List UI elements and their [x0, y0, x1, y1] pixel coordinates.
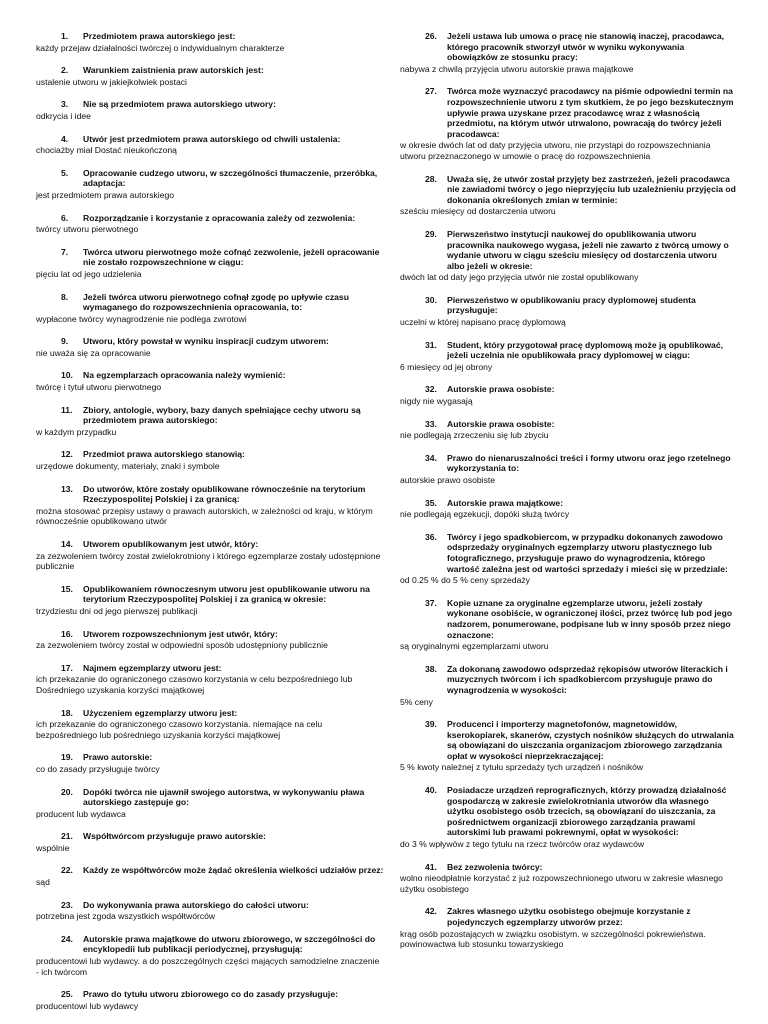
question-number: 23. [61, 899, 73, 910]
question-item [36, 539, 384, 572]
question-label: Kopie uznane za oryginalne egzemplarze utworu, jeżeli zostały wykonane osobiście, w ograniczonej ilości, przez twórcę lub pod jego nadzorem, ponumerowane, podpisane lub w inny sposób przez niego oznaczone: [447, 597, 733, 640]
question-item [400, 229, 736, 283]
question-text [36, 752, 384, 763]
question-number: 11. [61, 404, 73, 415]
answer-text: w każdym przypadku [36, 426, 117, 437]
question-label: Utworu, który powstał w wyniku inspiracji cudzym utworem: [83, 336, 329, 347]
question-item [36, 584, 384, 617]
question-item [400, 664, 736, 707]
question-text [400, 598, 736, 640]
answer-text: co do zasady przysługuje twórcy [36, 763, 160, 774]
question-text [36, 989, 384, 1000]
question-item [36, 405, 384, 438]
question-label: Producenci i importerzy magnetofonów, magnetowidów, kserokopiarek, skanerów, czystych nośników służących do utrwalania są obowiązani do uiszczania organizacjom zbiorowego zarządzania opłat w wysokości nieprzekraczającej: [447, 719, 734, 761]
question-text [36, 663, 384, 674]
question-number: 19. [61, 752, 73, 763]
question-number: 30. [425, 294, 437, 305]
question-label: Prawo autorskie: [83, 752, 153, 763]
question-text [36, 247, 384, 268]
answer-text: wypłacone twórcy wynagrodzenie nie podlega zwrotowi [36, 313, 247, 324]
answer-text: od 0.25 % do 5 % ceny sprzedaży [400, 575, 530, 586]
question-text [400, 719, 736, 761]
answer-text: nie podlegają egzekucji, dopóki służą twórcy [400, 509, 570, 520]
question-number: 24. [61, 933, 73, 944]
question-number: 36. [425, 531, 437, 542]
question-label: Twórca może wyznaczyć pracodawcy na piśmie odpowiedni termin na rozpowszechnienie utworu z tym skutkiem, że po jego bezskutecznym upływie prawa uzyskane przez pracodawcę wraz z własnością przedmiotu, na którym utwór utrwalono, powracają do twórcy jeżeli pracodawca: [447, 86, 734, 139]
answer-text: wolno nieodpłatnie korzystać z już rozpowszechnionego utworu w zakresie własnego użytku osobistego [400, 873, 723, 894]
question-item [400, 719, 736, 773]
left-column [36, 31, 384, 1023]
question-text [36, 787, 384, 808]
question-text [400, 295, 736, 316]
question-text [36, 865, 384, 876]
question-item [400, 419, 736, 441]
question-number: 7. [61, 246, 69, 257]
answer-text: można stosować przepisy ustawy o prawach autorskich, w zależności od kraju, w którym równocześnie opublikowano utwór [36, 505, 373, 527]
question-text [36, 405, 384, 426]
question-text [36, 336, 384, 347]
question-label: Utwór jest przedmiotem prawa autorskiego od chwili ustalenia: [83, 133, 341, 144]
question-number: 41. [425, 861, 437, 872]
right-column [400, 31, 736, 962]
question-label: Twórca utworu pierwotnego może cofnąć zezwolenie, jeżeli opracowanie nie zostało rozpowszechnione w ciągu: [83, 246, 380, 268]
question-text [36, 168, 384, 189]
question-text [36, 65, 384, 76]
question-number: 22. [61, 865, 73, 876]
question-number: 31. [425, 339, 437, 350]
question-text [400, 340, 736, 361]
question-text [36, 900, 384, 911]
question-number: 17. [61, 662, 73, 673]
question-text [400, 862, 736, 873]
question-number: 9. [61, 336, 69, 347]
question-text [36, 213, 384, 224]
question-text [400, 31, 736, 63]
question-item [400, 453, 736, 486]
answer-text: autorskie prawo osobiste [400, 475, 496, 485]
question-item [400, 174, 736, 217]
question-text [400, 174, 736, 206]
question-label: Najmem egzemplarzy utworu jest: [83, 662, 222, 673]
answer-text: za zezwoleniem twórcy został zwielokrotniony i którego egzemplarze zostały udostępnione publicznie [36, 550, 381, 572]
question-text [36, 831, 384, 842]
question-number: 4. [61, 133, 69, 144]
question-label: Rozporządzanie i korzystanie z opracowania zależy od zezwolenia: [83, 212, 356, 223]
question-label: Autorskie prawa majątkowe: [447, 497, 564, 508]
answer-text: sąd [36, 877, 50, 888]
question-label: Autorskie prawa majątkowe do utworu zbiorowego, w szczególności do encyklopedii lub publikacji periodycznej, przysługują: [83, 933, 376, 955]
question-item [400, 86, 736, 161]
question-label: Warunkiem zaistnienia praw autorskich jest: [83, 65, 264, 76]
question-label: Utworem rozpowszechnionym jest utwór, który: [83, 628, 278, 639]
question-text [36, 708, 384, 719]
question-text [400, 384, 736, 395]
answer-text: jest przedmiotem prawa autorskiego [36, 189, 175, 200]
answer-text: dwóch lat od daty jego przyjęcia utwór nie został opublikowany [400, 272, 639, 283]
question-label: Przedmiot prawa autorskiego stanowią: [83, 449, 245, 460]
question-item [36, 831, 384, 853]
answer-text: krąg osób pozostających w związku osobistym. w szczególności pokrewieństwa. powinowactwa lub stosunku towarzyskiego [400, 928, 706, 950]
question-item [36, 168, 384, 201]
question-text [36, 134, 384, 145]
question-text [36, 99, 384, 110]
question-label: Użyczeniem egzemplarzy utworu jest: [83, 707, 238, 718]
question-number: 38. [425, 663, 437, 674]
answer-text: uczelni w której napisano pracę dyplomową [400, 317, 566, 328]
question-text [400, 229, 736, 271]
question-item [400, 532, 736, 586]
answer-text: 5 % kwoty należnej z tytułu sprzedaży tych urządzeń i nośników [400, 762, 644, 773]
question-number: 28. [425, 173, 437, 184]
question-item [36, 449, 384, 471]
question-number: 12. [61, 449, 73, 460]
question-item [400, 785, 736, 850]
question-item [36, 752, 384, 774]
answer-text: nigdy nie wygasają [400, 396, 473, 407]
answer-text: sześciu miesięcy od dostarczenia utworu [400, 206, 556, 217]
question-item [36, 292, 384, 325]
question-label: Uważa się, że utwór został przyjęty bez zastrzeżeń, jeżeli pracodawca nie zawiadomi twórcy o jego nieprzyjęciu lub uzależnieniu przyjęcia od dokonania określonych zmian w terminie: [447, 173, 736, 205]
question-label: Za dokonaną zawodowo odsprzedaż rękopisów utworów literackich i muzycznych twórcom i ich spadkobiercom przysługuje prawo do wynagrodzenia w wysokości: [447, 663, 728, 695]
question-number: 33. [425, 418, 437, 429]
question-number: 1. [61, 31, 69, 41]
question-item [36, 370, 384, 392]
question-item [400, 295, 736, 328]
question-label: Utworem opublikowanym jest utwór, który: [83, 539, 259, 549]
answer-text: potrzebna jest zgoda wszystkich współtwórców [36, 911, 216, 922]
question-text [36, 539, 384, 550]
question-item [36, 989, 384, 1011]
answer-text: do 3 % wpływów z tego tytułu na rzecz twórców oraz wydawców [400, 839, 645, 850]
answer-text: urzędowe dokumenty, materiały, znaki i symbole [36, 461, 220, 472]
answer-text: producentowi lub wydawcy. a do poszczególnych części mających samodzielne znaczenie - ich twórcom [36, 956, 380, 977]
question-number: 18. [61, 707, 73, 718]
question-text [400, 86, 736, 139]
question-label: Pierwszeństwo instytucji naukowej do opublikowania utworu pracownika naukowego wygasa, jeżeli nie zawarto z twórcą umowy o wydanie utworu w ciągu sześciu miesięcy od dostarczenia utworu albo jeżeli w okresie: [447, 228, 729, 271]
question-number: 5. [61, 167, 69, 178]
question-label: Student, który przygotował pracę dyplomową może ją opublikować, jeżeli uczelnia nie opublikowała pracy dyplomowej w ciągu: [447, 339, 723, 361]
answer-text: producent lub wydawca [36, 808, 126, 819]
answer-text: wspólnie [36, 842, 70, 853]
question-number: 13. [61, 483, 73, 494]
question-number: 14. [61, 539, 73, 549]
question-label: Twórcy i jego spadkobiercom, w przypadku dokonanych zawodowo odsprzedaży oryginalnych egzemplarzy utworu plastycznego lub fotograficznego, przysługuje prawo do wynagrodzenia, którego wartość zależna jest od wartości sprzedaży i mieści się w przedziale: [447, 531, 728, 574]
question-number: 25. [61, 989, 73, 1000]
question-item [36, 65, 384, 87]
question-item [36, 934, 384, 977]
question-text [36, 31, 384, 42]
question-text [36, 292, 384, 313]
question-text [400, 664, 736, 696]
question-item [400, 598, 736, 652]
question-number: 40. [425, 785, 437, 796]
question-text [36, 584, 384, 605]
question-number: 6. [61, 212, 69, 223]
question-item [36, 787, 384, 820]
question-item [36, 663, 384, 696]
question-label: Autorskie prawa osobiste: [447, 384, 555, 395]
question-label: Dopóki twórca nie ujawnił swojego autorstwa, w wykonywaniu pława autorskiego zastępuje go: [83, 786, 365, 808]
question-number: 27. [425, 86, 437, 97]
answer-text: producentowi lub wydawcy [36, 1000, 139, 1011]
answer-text: twórcy utworu pierwotnego [36, 224, 139, 235]
question-number: 16. [61, 628, 73, 639]
question-label: Opracowanie cudzego utworu, w szczególności tłumaczenie, przeróbka, adaptacja: [83, 167, 378, 189]
question-item [36, 247, 384, 280]
question-text [36, 370, 384, 381]
answer-text: nie podlegają zrzeczeniu się lub zbyciu [400, 430, 549, 441]
question-number: 29. [425, 228, 437, 239]
question-number: 34. [425, 452, 437, 463]
question-item [400, 31, 736, 74]
answer-text: nabywa z chwilą przyjęcia utworu autorskie prawa majątkowe [400, 63, 634, 74]
answer-text: w okresie dwóch lat od daty przyjęcia utworu, nie przystąpi do rozpowszechniania utworu przeznaczonego w umowie o pracę do rozpowszechnienia [400, 140, 711, 161]
question-label: Nie są przedmiotem prawa autorskiego utwory: [83, 99, 276, 110]
question-label: Prawo do tytułu utworu zbiorowego co do zasady przysługuje: [83, 989, 338, 1000]
question-text [36, 449, 384, 460]
answer-text: 5% ceny [400, 696, 433, 707]
question-number: 3. [61, 99, 69, 110]
question-item [36, 336, 384, 358]
question-label: Bez zezwolenia twórcy: [447, 861, 543, 872]
question-text [400, 419, 736, 430]
question-number: 20. [61, 786, 73, 797]
question-item [400, 340, 736, 373]
question-label: Współtwórcom przysługuje prawo autorskie: [83, 831, 266, 842]
question-item [36, 484, 384, 527]
question-number: 10. [61, 370, 73, 381]
question-item [400, 498, 736, 520]
question-number: 8. [61, 291, 69, 302]
question-item [36, 629, 384, 651]
question-label: Posiadacze urządzeń reprograficznych, którzy prowadzą działalność gospodarczą w zakresie zwielokrotniania utworów dla własnego użytku osobistego osób trzecich, są obowiązani do uiszczania, za pośrednictwem organizacji zbiorowego zarządzania prawami autorskimi lub prawami pokrewnymi, opłat w wysokości: [447, 785, 727, 838]
answer-text: twórcę i tytuł utworu pierwotnego [36, 382, 162, 393]
question-label: Jeżeli twórca utworu pierwotnego cofnął zgodę po upływie czasu wymaganego do rozpowszechnienia opracowania, to: [83, 291, 349, 313]
question-item [36, 31, 384, 53]
answer-text: pięciu lat od jego udzielenia [36, 268, 142, 279]
question-label: Zakres własnego użytku osobistego obejmuje korzystanie z pojedynczych egzemplarzy utworów przez: [447, 906, 691, 927]
question-number: 26. [425, 31, 437, 41]
question-number: 2. [61, 65, 69, 76]
question-text [36, 484, 384, 505]
question-label: Na egzemplarzach opracowania należy wymienić: [83, 370, 286, 381]
answer-text: nie uważa się za opracowanie [36, 347, 151, 358]
question-label: Każdy ze współtwórców może żądać określenia wielkości udziałów przez: [83, 865, 384, 876]
question-item [400, 384, 736, 406]
question-text [400, 906, 736, 927]
question-number: 37. [425, 597, 437, 608]
question-number: 42. [425, 906, 437, 917]
question-label: Do wykonywania prawa autorskiego do całości utworu: [83, 899, 309, 910]
question-label: Do utworów, które zostały opublikowane równocześnie na terytorium Rzeczypospolitej Polskiej i za granicą: [83, 483, 366, 505]
answer-text: trzydziestu dni od jego pierwszej publikacji [36, 605, 198, 616]
question-item [400, 906, 736, 949]
question-text [400, 498, 736, 509]
question-label: Jeżeli ustawa lub umowa o pracę nie stanowią inaczej, pracodawca, którego pracownik stworzył utwór w wyniku wykonywania obowiązków ze stosunku pracy: [447, 31, 725, 63]
question-label: Prawo do nienaruszalności treści i formy utworu oraz jego rzetelnego wykorzystania to: [447, 452, 731, 474]
question-label: Zbiory, antologie, wybory, bazy danych spełniające cechy utworu są przedmiotem prawa autorskiego: [83, 404, 361, 426]
question-text [400, 532, 736, 574]
question-number: 15. [61, 583, 73, 594]
question-label: Pierwszeństwo w opublikowaniu pracy dyplomowej studenta przysługuje: [447, 294, 696, 316]
answer-text: ich przekazanie do ograniczonego czasowo korzystania w celu bezpośredniego lub Dośredniego uzyskania korzyści majątkowej [36, 674, 353, 695]
question-item [400, 862, 736, 895]
question-label: Przedmiotem prawa autorskiego jest: [83, 31, 236, 41]
answer-text: każdy przejaw działalności twórczej o indywidualnym charakterze [36, 42, 285, 53]
question-text [400, 453, 736, 474]
answer-text: ich przekazanie do ograniczonego czasowo korzystania. niemające na celu bezpośredniego lub pośredniego uzyskania korzyści majątkowej [36, 719, 323, 740]
question-number: 32. [425, 384, 437, 395]
answer-text: 6 miesięcy od jej obrony [400, 361, 493, 372]
question-number: 39. [425, 719, 437, 730]
question-label: Opublikowaniem równoczesnym utworu jest opublikowanie utworu na terytorium Rzeczypospolitej Polskiej i za granicą w okresie: [83, 583, 370, 605]
question-number: 35. [425, 497, 437, 508]
answer-text: chociażby miał Dostać nieukończoną [36, 145, 177, 156]
question-text [400, 785, 736, 838]
question-text [36, 629, 384, 640]
answer-text: odkrycia i idee [36, 110, 91, 121]
answer-text: ustalenie utworu w jakiejkolwiek postaci [36, 76, 187, 87]
question-item [36, 900, 384, 922]
question-item [36, 99, 384, 121]
question-item [36, 865, 384, 887]
question-number: 21. [61, 831, 73, 842]
question-label: Autorskie prawa osobiste: [447, 418, 555, 429]
question-item [36, 213, 384, 235]
answer-text: są oryginalnymi egzemplarzami utworu [400, 641, 549, 652]
question-item [36, 708, 384, 741]
answer-text: za zezwoleniem twórcy został w odpowiedni sposób udostępniony publicznie [36, 640, 328, 651]
question-item [36, 134, 384, 156]
question-text [36, 934, 384, 955]
